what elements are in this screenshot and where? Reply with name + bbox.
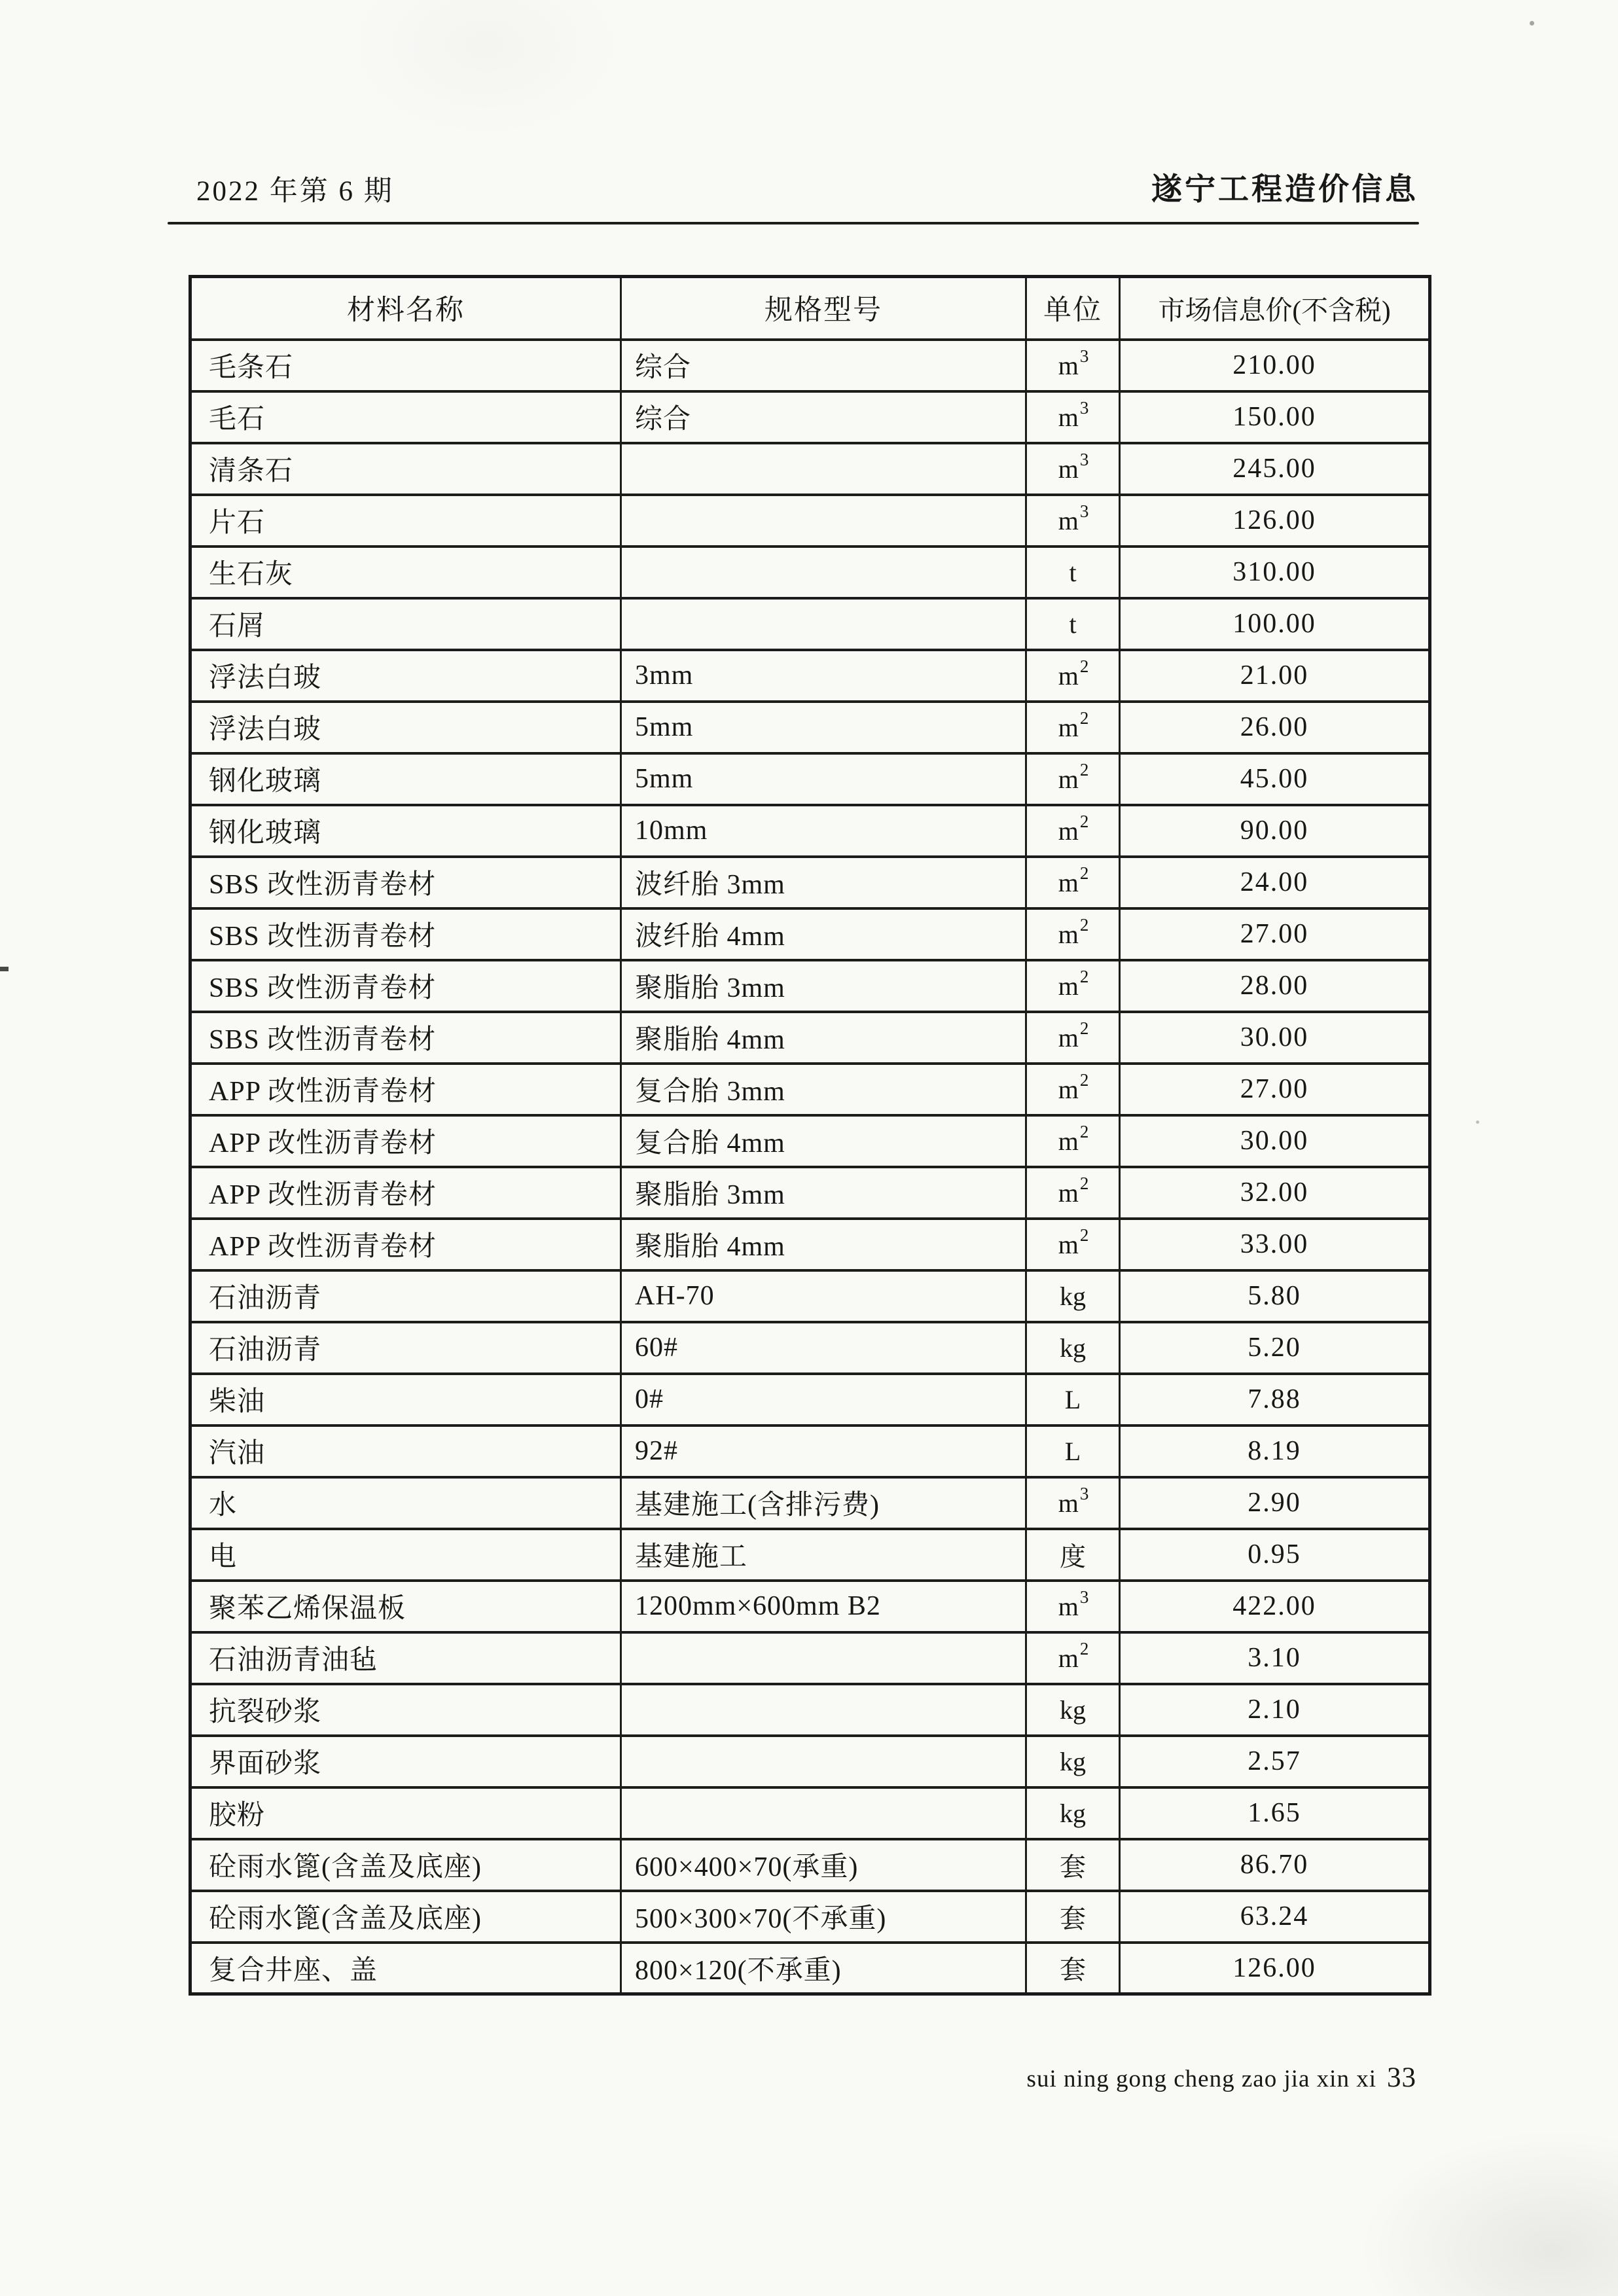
material-name-cell: 复合井座、盖 (190, 1943, 621, 1994)
table-row (190, 495, 1430, 547)
price-cell: 5.80 (1120, 1270, 1430, 1322)
spec-model-cell: 800×120(不承重) (621, 1943, 1026, 1994)
table-row (190, 443, 1430, 495)
price-cell: 45.00 (1120, 753, 1430, 805)
price-cell: 422.00 (1120, 1581, 1430, 1632)
unit-cell (1026, 1167, 1120, 1219)
material-name-cell: 聚苯乙烯保温板 (190, 1581, 621, 1632)
spec-model-cell: AH-70 (621, 1270, 1026, 1322)
price-cell: 126.00 (1120, 495, 1430, 547)
unit-base: 套 (1060, 1852, 1086, 1882)
spec-model-cell (621, 1632, 1026, 1684)
unit-base: m (1058, 1126, 1079, 1156)
price-cell: 3.10 (1120, 1632, 1430, 1684)
table-row (190, 1167, 1430, 1219)
unit-cell (1026, 908, 1120, 960)
unit-cell (1026, 1426, 1120, 1477)
unit-cell (1026, 495, 1120, 547)
scan-artifact-speck (1476, 1121, 1479, 1124)
unit-cell (1026, 1684, 1120, 1736)
spec-model-cell: 5mm (621, 702, 1026, 753)
table-row (190, 960, 1430, 1012)
unit-base: m (1058, 454, 1079, 484)
price-cell: 32.00 (1120, 1167, 1430, 1219)
unit-cell (1026, 1270, 1120, 1322)
material-name-cell: 清条石 (190, 443, 621, 495)
material-name-cell: 水 (190, 1477, 621, 1529)
unit-cell (1026, 547, 1120, 598)
price-cell: 8.19 (1120, 1426, 1430, 1477)
material-name-cell: 胶粉 (190, 1787, 621, 1839)
table-row (190, 1012, 1430, 1064)
unit-cell (1026, 1219, 1120, 1270)
material-name-cell: 钢化玻璃 (190, 753, 621, 805)
unit-superscript: 2 (1079, 708, 1089, 728)
unit-base: m (1058, 1591, 1079, 1621)
unit-cell (1026, 702, 1120, 753)
unit-superscript: 2 (1079, 1018, 1089, 1039)
price-cell: 100.00 (1120, 598, 1430, 650)
unit-base: m (1058, 764, 1079, 794)
table-row (190, 1115, 1430, 1167)
unit-superscript: 3 (1079, 346, 1089, 367)
unit-cell (1026, 1581, 1120, 1632)
spec-model-cell: 聚脂胎 3mm (621, 1167, 1026, 1219)
price-cell: 126.00 (1120, 1943, 1430, 1994)
material-name-cell: APP 改性沥青卷材 (190, 1115, 621, 1167)
unit-base: L (1064, 1384, 1081, 1414)
material-name-cell: APP 改性沥青卷材 (190, 1064, 621, 1115)
price-cell: 310.00 (1120, 547, 1430, 598)
unit-base: m (1058, 1488, 1079, 1518)
material-name-cell: 钢化玻璃 (190, 805, 621, 857)
price-cell: 0.95 (1120, 1529, 1430, 1581)
price-cell: 21.00 (1120, 650, 1430, 702)
unit-base: m (1058, 712, 1079, 742)
unit-base: m (1058, 919, 1079, 949)
unit-cell (1026, 805, 1120, 857)
spec-model-cell: 10mm (621, 805, 1026, 857)
material-name-cell: 柴油 (190, 1374, 621, 1426)
unit-base: L (1064, 1436, 1081, 1466)
price-cell: 24.00 (1120, 857, 1430, 908)
spec-model-cell (621, 547, 1026, 598)
material-name-cell: 片石 (190, 495, 621, 547)
table-row (190, 547, 1430, 598)
spec-model-cell (621, 598, 1026, 650)
price-cell: 27.00 (1120, 1064, 1430, 1115)
journal-title: 遂宁工程造价信息 (1151, 173, 1418, 207)
spec-model-cell: 基建施工 (621, 1529, 1026, 1581)
price-cell: 2.57 (1120, 1736, 1430, 1787)
unit-superscript: 3 (1079, 1587, 1089, 1607)
table-row (190, 650, 1430, 702)
unit-superscript: 2 (1079, 1639, 1089, 1659)
unit-superscript: 2 (1079, 1070, 1089, 1090)
unit-cell (1026, 1632, 1120, 1684)
spec-model-cell: 复合胎 4mm (621, 1115, 1026, 1167)
price-cell: 1.65 (1120, 1787, 1430, 1839)
unit-cell (1026, 960, 1120, 1012)
table-header-row (190, 277, 1430, 340)
material-price-table (189, 275, 1431, 1996)
table-row (190, 1736, 1430, 1787)
unit-cell (1026, 753, 1120, 805)
table-row (190, 1322, 1430, 1374)
unit-cell (1026, 1477, 1120, 1529)
price-cell: 63.24 (1120, 1891, 1430, 1943)
price-cell: 26.00 (1120, 702, 1430, 753)
price-cell: 245.00 (1120, 443, 1430, 495)
table-row (190, 1943, 1430, 1994)
unit-cell (1026, 857, 1120, 908)
unit-base: m (1058, 816, 1079, 846)
unit-base: kg (1060, 1695, 1086, 1725)
price-cell: 27.00 (1120, 908, 1430, 960)
table-row (190, 1219, 1430, 1270)
price-cell: 28.00 (1120, 960, 1430, 1012)
table-row (190, 1581, 1430, 1632)
table-row (190, 1064, 1430, 1115)
unit-cell (1026, 1943, 1120, 1994)
material-name-cell: SBS 改性沥青卷材 (190, 857, 621, 908)
unit-cell (1026, 1529, 1120, 1581)
table-row (190, 1787, 1430, 1839)
unit-superscript: 2 (1079, 915, 1089, 935)
spec-model-cell: 600×400×70(承重) (621, 1839, 1026, 1891)
table-row (190, 1839, 1430, 1891)
table-header (190, 277, 1430, 340)
unit-cell (1026, 1012, 1120, 1064)
spec-model-cell: 聚脂胎 4mm (621, 1219, 1026, 1270)
table-row (190, 340, 1430, 391)
table-row (190, 1426, 1430, 1477)
unit-superscript: 2 (1079, 656, 1089, 677)
spec-model-cell: 复合胎 3mm (621, 1064, 1026, 1115)
spec-model-cell (621, 443, 1026, 495)
unit-cell (1026, 443, 1120, 495)
table-row (190, 1374, 1430, 1426)
spec-model-cell (621, 495, 1026, 547)
unit-cell (1026, 1736, 1120, 1787)
table-row (190, 598, 1430, 650)
unit-base: kg (1060, 1746, 1086, 1776)
table-row (190, 805, 1430, 857)
unit-base: 套 (1060, 1903, 1086, 1933)
unit-cell (1026, 1839, 1120, 1891)
spec-model-cell: 1200mm×600mm B2 (621, 1581, 1026, 1632)
issue-label: 2022 年第 6 期 (196, 176, 394, 207)
material-name-cell: 生石灰 (190, 547, 621, 598)
unit-cell (1026, 1115, 1120, 1167)
spec-model-cell: 基建施工(含排污费) (621, 1477, 1026, 1529)
material-name-cell: 石油沥青油毡 (190, 1632, 621, 1684)
spec-model-cell: 3mm (621, 650, 1026, 702)
price-cell: 30.00 (1120, 1115, 1430, 1167)
table-row (190, 1477, 1430, 1529)
unit-base: kg (1060, 1281, 1086, 1311)
material-name-cell: SBS 改性沥青卷材 (190, 1012, 621, 1064)
page-footer (1027, 2062, 1416, 2094)
unit-base: t (1069, 557, 1077, 587)
scan-artifact-speck (1530, 21, 1534, 26)
price-cell: 210.00 (1120, 340, 1430, 391)
price-cell: 5.20 (1120, 1322, 1430, 1374)
price-cell: 30.00 (1120, 1012, 1430, 1064)
table-row (190, 1684, 1430, 1736)
unit-cell (1026, 1787, 1120, 1839)
table-row (190, 702, 1430, 753)
material-name-cell: 浮法白玻 (190, 650, 621, 702)
spec-model-cell: 波纤胎 4mm (621, 908, 1026, 960)
unit-superscript: 3 (1079, 450, 1089, 470)
price-cell: 150.00 (1120, 391, 1430, 443)
unit-base: m (1058, 867, 1079, 897)
material-name-cell: 石油沥青 (190, 1270, 621, 1322)
material-name-cell: 石油沥青 (190, 1322, 621, 1374)
price-cell: 90.00 (1120, 805, 1430, 857)
unit-base: 度 (1060, 1541, 1086, 1571)
unit-base: m (1058, 1074, 1079, 1104)
material-name-cell: 汽油 (190, 1426, 621, 1477)
unit-superscript: 3 (1079, 398, 1089, 418)
spec-model-cell: 500×300×70(不承重) (621, 1891, 1026, 1943)
unit-superscript: 2 (1079, 1225, 1089, 1246)
unit-base: m (1058, 660, 1079, 691)
table-row (190, 1529, 1430, 1581)
table-row (190, 908, 1430, 960)
unit-base: t (1069, 609, 1077, 639)
material-name-cell: 石屑 (190, 598, 621, 650)
table-row (190, 1270, 1430, 1322)
spec-model-cell: 92# (621, 1426, 1026, 1477)
unit-cell (1026, 650, 1120, 702)
unit-superscript: 2 (1079, 967, 1089, 987)
unit-cell (1026, 1374, 1120, 1426)
spec-model-cell (621, 1684, 1026, 1736)
material-name-cell: 抗裂砂浆 (190, 1684, 621, 1736)
material-name-cell: 砼雨水篦(含盖及底座) (190, 1891, 621, 1943)
unit-cell (1026, 391, 1120, 443)
table-row (190, 753, 1430, 805)
header-rule (168, 222, 1419, 224)
column-header-market-price: 市场信息价(不含税) (1120, 277, 1430, 340)
scan-artifact-dash (0, 967, 9, 971)
spec-model-cell: 综合 (621, 391, 1026, 443)
unit-superscript: 2 (1079, 760, 1089, 780)
spec-model-cell: 综合 (621, 340, 1026, 391)
material-name-cell: 毛条石 (190, 340, 621, 391)
column-header-material-name: 材料名称 (190, 277, 621, 340)
unit-base: 套 (1060, 1955, 1086, 1985)
spec-model-cell: 5mm (621, 753, 1026, 805)
unit-base: m (1058, 505, 1079, 535)
material-name-cell: SBS 改性沥青卷材 (190, 908, 621, 960)
unit-base: m (1058, 1022, 1079, 1052)
unit-superscript: 2 (1079, 1174, 1089, 1194)
material-name-cell: SBS 改性沥青卷材 (190, 960, 621, 1012)
unit-cell (1026, 1322, 1120, 1374)
unit-cell (1026, 1064, 1120, 1115)
unit-cell (1026, 1891, 1120, 1943)
table-row (190, 391, 1430, 443)
material-name-cell: APP 改性沥青卷材 (190, 1219, 621, 1270)
unit-base: kg (1060, 1333, 1086, 1363)
table-row (190, 1632, 1430, 1684)
table-row (190, 1891, 1430, 1943)
material-name-cell: APP 改性沥青卷材 (190, 1167, 621, 1219)
material-name-cell: 毛石 (190, 391, 621, 443)
footer-romanized-title: sui ning gong cheng zao jia xin xi (1026, 2066, 1376, 2092)
unit-superscript: 3 (1079, 1484, 1089, 1504)
unit-cell (1026, 598, 1120, 650)
unit-base: m (1058, 1229, 1079, 1259)
material-name-cell: 界面砂浆 (190, 1736, 621, 1787)
unit-base: kg (1060, 1798, 1086, 1828)
spec-model-cell: 聚脂胎 3mm (621, 960, 1026, 1012)
spec-model-cell (621, 1787, 1026, 1839)
price-cell: 7.88 (1120, 1374, 1430, 1426)
column-header-spec-model: 规格型号 (621, 277, 1026, 340)
material-name-cell: 浮法白玻 (190, 702, 621, 753)
spec-model-cell (621, 1736, 1026, 1787)
spec-model-cell: 0# (621, 1374, 1026, 1426)
column-header-unit: 单位 (1026, 277, 1120, 340)
unit-base: m (1058, 350, 1079, 380)
price-cell: 2.90 (1120, 1477, 1430, 1529)
price-cell: 86.70 (1120, 1839, 1430, 1891)
price-cell: 33.00 (1120, 1219, 1430, 1270)
unit-base: m (1058, 971, 1079, 1001)
price-cell: 2.10 (1120, 1684, 1430, 1736)
unit-base: m (1058, 1177, 1079, 1208)
unit-base: m (1058, 402, 1079, 432)
table-row (190, 857, 1430, 908)
price-table-body (190, 340, 1430, 1994)
spec-model-cell: 波纤胎 3mm (621, 857, 1026, 908)
material-name-cell: 电 (190, 1529, 621, 1581)
unit-base: m (1058, 1643, 1079, 1673)
spec-model-cell: 聚脂胎 4mm (621, 1012, 1026, 1064)
unit-superscript: 3 (1079, 501, 1089, 522)
unit-superscript: 2 (1079, 863, 1089, 884)
spec-model-cell: 60# (621, 1322, 1026, 1374)
material-name-cell: 砼雨水篦(含盖及底座) (190, 1839, 621, 1891)
unit-superscript: 2 (1079, 812, 1089, 832)
unit-cell (1026, 340, 1120, 391)
unit-superscript: 2 (1079, 1122, 1089, 1142)
page-number: 33 (1387, 2062, 1416, 2093)
